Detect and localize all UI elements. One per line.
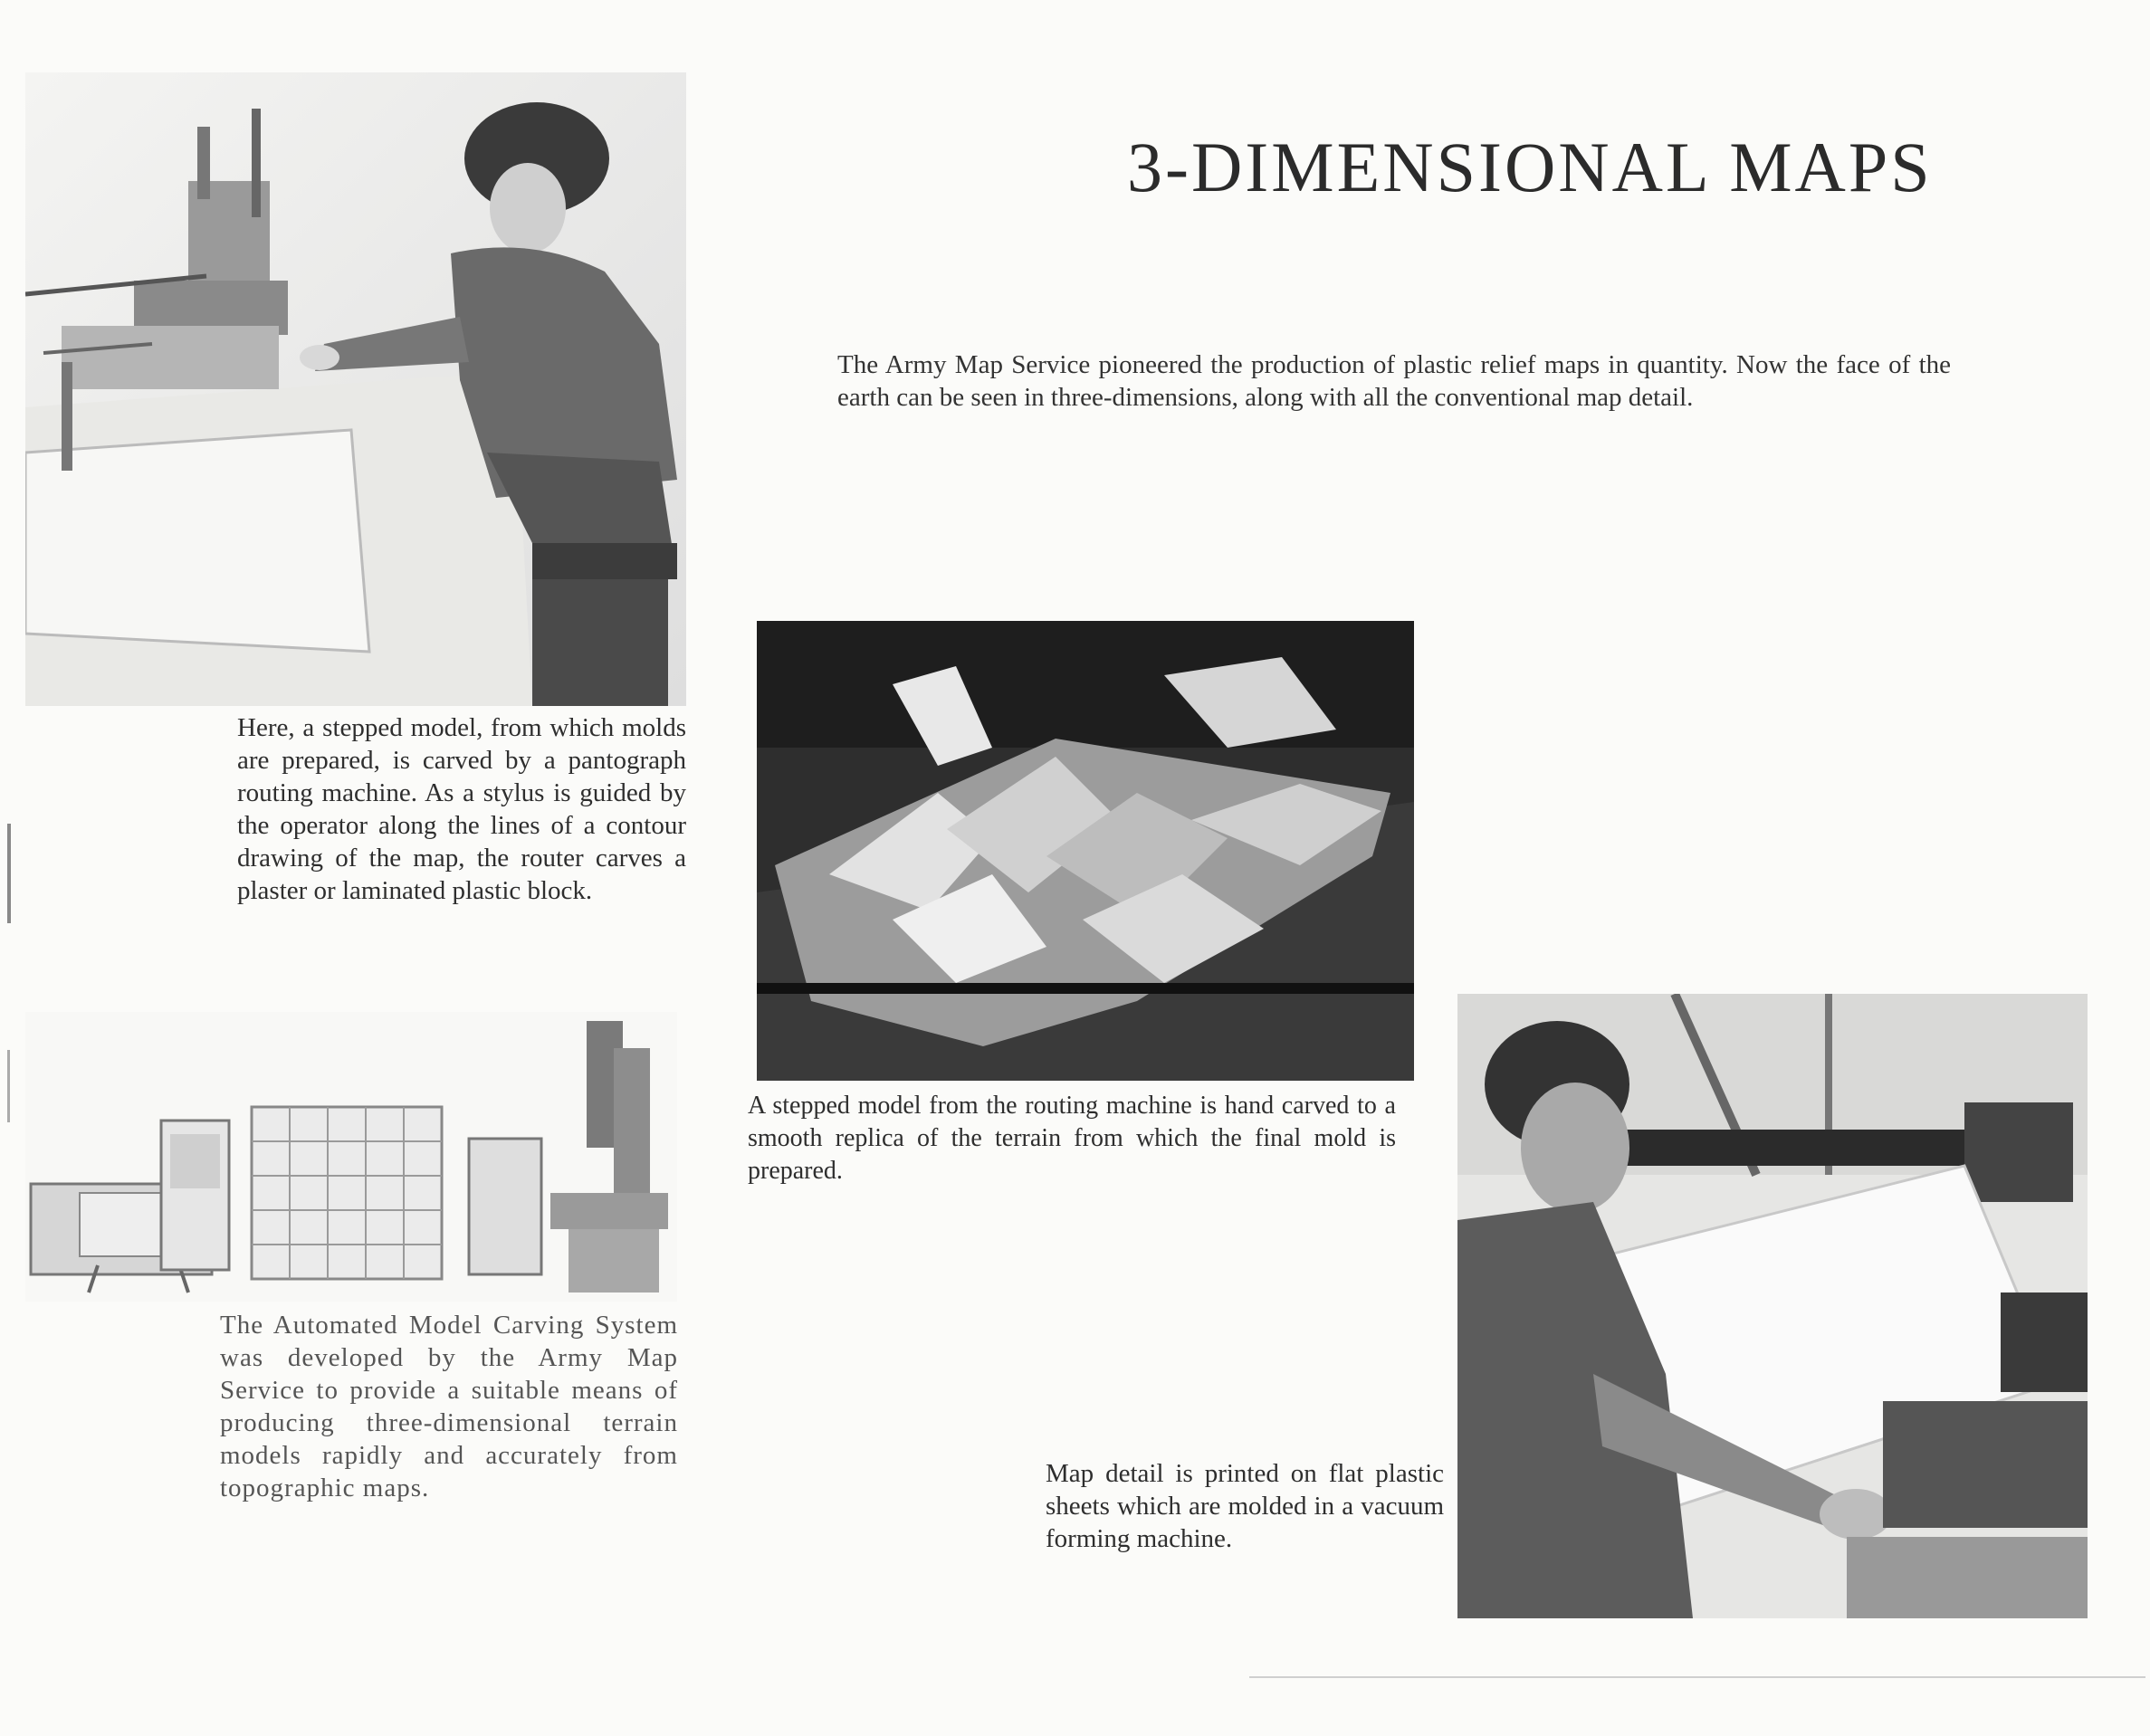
stepped-model-caption: A stepped model from the routing machine is hand carved to a smooth replica of the terrain from which the final mold is prepared. <box>748 1092 1396 1185</box>
carving-system-photo <box>25 1012 677 1302</box>
page-title: 3-DIMENSIONAL MAPS <box>1127 128 1933 206</box>
scan-edge-mark <box>7 824 11 923</box>
pantograph-operator-photo <box>25 72 686 706</box>
stepped-model-photo <box>757 621 1414 1081</box>
pantograph-caption: Here, a stepped model, from which molds are prepared, is carved by a pantograph routing machine. As a stylus is guided by the operator along the lines of a contour drawing of the map, the router carves a plaster or laminated plastic block. <box>237 713 686 905</box>
vacuum-forming-caption: Map detail is printed on flat plastic sheets which are molded in a vacuum forming machine. <box>1046 1459 1444 1553</box>
scan-edge-mark <box>7 1050 10 1122</box>
carving-system-caption: The Automated Model Carving System was developed by the Army Map Service to provide a suitable means of producing three-dimensional terrain models rapidly and accurately from topographic maps. <box>220 1311 678 1502</box>
vacuum-forming-photo <box>1457 994 2088 1618</box>
page-bottom-rule <box>1249 1676 2145 1678</box>
intro-paragraph: The Army Map Service pioneered the production of plastic relief maps in quantity. Now the face of the earth can be seen in three-dimensions, along with all the conventional map detail. <box>837 350 1951 412</box>
